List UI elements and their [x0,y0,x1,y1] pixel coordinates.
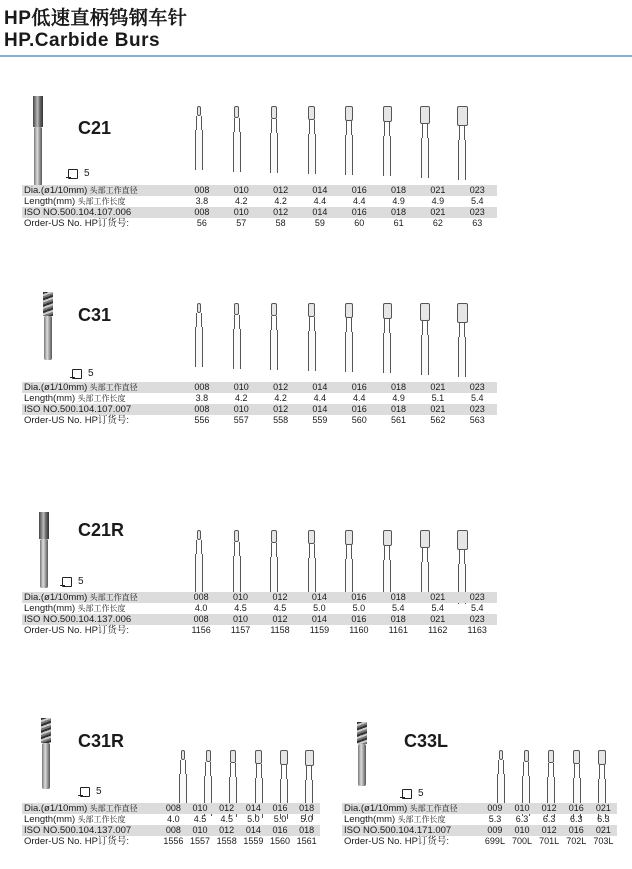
spec-cell: 016 [339,592,378,603]
spec-cell: 1158 [270,625,290,635]
page-title-cn: HP低速直柄钨钢车针 [4,8,188,29]
bur-head [357,722,367,744]
spec-cell: 014 [240,803,267,814]
spec-cell: 62 [432,218,443,228]
spec-cell: 012 [536,825,563,836]
spec-cell: 5.1 [431,393,445,403]
page-title-en: HP.Carbide Burs [4,30,161,51]
spec-cell: 009 [481,825,508,836]
spec-cell: 023 [457,592,497,603]
pack-quantity-value: 5 [418,788,424,799]
spec-row-label: Dia.(ø1/10mm) 头部工作直径 [342,803,481,814]
spec-cell: 4.2 [274,393,287,403]
spec-cell: 4.5 [193,814,207,824]
spec-cell: 4.5 [220,814,233,824]
spec-cell: 4.9 [392,196,405,206]
spec-cell: 021 [590,825,617,836]
spec-cell: 021 [590,803,617,814]
spec-cell: 1558 [216,836,237,846]
product-code: C21 [78,118,112,138]
spec-cell: 1160 [349,625,369,635]
spec-cell: 008 [181,614,220,625]
product-code: C33L [404,731,449,751]
spec-cell: 4.5 [273,603,287,613]
spec-cell: 021 [418,185,457,196]
spec-row-label: ISO NO.500.104.107.007 [22,404,182,415]
spec-cell: 1559 [243,836,264,846]
spec-cell: 6.3 [515,814,529,824]
bur-photo [354,722,370,786]
spec-row-label: Length(mm) 头部工作长度 [24,393,126,404]
spec-row-label: Order-US No. HP订货号: [24,836,130,847]
spec-row-label: ISO NO.500.104.137.007 [22,825,160,836]
spec-cell: 700L [512,836,533,846]
spec-cell: 012 [261,404,300,415]
spec-row-label: Order-US No. HP订货号: [24,625,130,636]
spec-cell: 6.3 [542,814,556,824]
spec-cell: 63 [472,218,483,228]
spec-cell: 1560 [269,836,290,846]
spec-cell: 023 [458,382,497,393]
bur-head [41,718,51,743]
spec-row-order [22,415,497,426]
spec-table [22,803,320,847]
pack-quantity-value: 5 [84,168,90,179]
spec-cell: 6.3 [597,814,610,824]
spec-cell: 010 [222,185,261,196]
spec-row-label: Order-US No. HP订货号: [344,836,450,847]
bur-photo [40,292,56,360]
package-icon [72,369,82,379]
spec-cell: 008 [182,382,221,393]
product-code: C31 [78,305,112,325]
spec-cell: 008 [181,592,220,603]
spec-table [22,592,497,636]
pack-quantity [62,576,84,587]
spec-cell: 1159 [309,625,330,635]
spec-row-iso [22,404,497,415]
spec-row-iso [22,207,497,218]
spec-cell: 010 [187,825,214,836]
spec-cell: 61 [393,218,404,228]
spec-cell: 016 [339,614,378,625]
spec-cell: 018 [293,803,320,814]
spec-cell: 014 [300,207,339,218]
spec-row-label: Length(mm) 头部工作长度 [24,196,126,207]
spec-cell: 008 [182,404,221,415]
spec-cell: 021 [418,207,457,218]
spec-cell: 1561 [296,836,317,846]
spec-row-len [342,814,617,825]
spec-cell: 1162 [428,625,448,635]
spec-cell: 1557 [190,836,211,846]
spec-row-order [22,218,497,229]
bur-shank [42,743,50,789]
spec-cell: 4.5 [234,603,247,613]
spec-row-dia [22,382,497,393]
spec-cell: 023 [458,207,497,218]
bur-head [39,512,49,539]
spec-cell: 012 [213,825,240,836]
spec-cell: 701L [539,836,560,846]
spec-cell: 556 [194,415,210,425]
spec-row-label: Length(mm) 头部工作长度 [24,603,126,614]
spec-cell: 57 [236,218,247,228]
spec-cell: 016 [340,185,379,196]
pack-quantity-value: 5 [78,576,84,587]
spec-cell: 4.2 [274,196,287,206]
spec-cell: 4.4 [313,196,327,206]
spec-cell: 1163 [467,625,487,635]
spec-table [22,382,497,426]
spec-cell: 014 [300,185,339,196]
spec-cell: 59 [314,218,325,228]
spec-cell: 010 [187,803,214,814]
spec-cell: 702L [566,836,587,846]
spec-cell: 60 [354,218,365,228]
spec-cell: 5.4 [470,603,484,613]
spec-cell: 5.0 [300,814,313,824]
spec-cell: 018 [379,207,418,218]
spec-row-iso [342,825,617,836]
spec-cell: 010 [222,404,261,415]
spec-row-label: Length(mm) 头部工作长度 [24,814,126,825]
spec-cell: 018 [379,614,418,625]
spec-row-order [22,625,497,636]
spec-row-label: ISO NO.500.104.171.007 [342,825,481,836]
spec-row-dia [22,185,497,196]
bur-shank [358,744,366,786]
spec-row-dia [342,803,617,814]
spec-row-label: ISO NO.500.104.107.006 [22,207,182,218]
product-code: C31R [78,731,125,751]
spec-cell: 563 [469,415,485,425]
pack-quantity-value: 5 [88,368,94,379]
spec-cell: 008 [182,185,221,196]
header-divider [0,55,632,57]
spec-cell: 1161 [388,625,408,635]
bur-photo [30,96,46,186]
spec-row-label: Order-US No. HP订货号: [24,218,130,229]
bur-shank [44,316,52,360]
spec-row-dia [22,803,320,814]
spec-row-dia [22,592,497,603]
spec-cell: 5.4 [431,603,444,613]
spec-cell: 5.4 [471,196,484,206]
spec-cell: 561 [391,415,407,425]
spec-cell: 016 [340,404,379,415]
spec-cell: 010 [222,382,261,393]
spec-cell: 4.4 [313,393,327,403]
spec-row-label: Order-US No. HP订货号: [24,415,130,426]
package-icon [402,789,412,799]
spec-row-order [342,836,617,847]
spec-cell: 009 [481,803,508,814]
spec-cell: 560 [351,415,367,425]
bur-shank [40,539,48,588]
spec-row-label: ISO NO.500.104.137.006 [22,614,181,625]
spec-row-len [22,603,497,614]
product-code: C21R [78,520,125,540]
spec-cell: 014 [300,614,339,625]
spec-cell: 023 [457,614,497,625]
spec-cell: 5.3 [488,814,502,824]
spec-cell: 014 [300,592,339,603]
spec-row-label: Length(mm) 头部工作长度 [344,814,446,825]
spec-cell: 010 [221,614,260,625]
spec-cell: 012 [213,803,240,814]
spec-cell: 1157 [230,625,251,635]
spec-table [342,803,617,847]
spec-table [22,185,497,229]
pack-quantity [68,168,90,179]
spec-cell: 4.2 [235,393,248,403]
spec-cell: 021 [418,614,457,625]
spec-cell: 58 [275,218,286,228]
spec-cell: 1156 [191,625,211,635]
spec-cell: 012 [261,185,300,196]
spec-cell: 5.4 [392,603,405,613]
package-icon [68,169,78,179]
spec-cell: 010 [222,207,261,218]
spec-cell: 4.4 [352,393,366,403]
spec-cell: 023 [458,185,497,196]
spec-row-len [22,393,497,404]
spec-cell: 014 [300,404,339,415]
spec-cell: 016 [563,803,590,814]
spec-cell: 014 [300,382,339,393]
spec-cell: 012 [536,803,563,814]
spec-cell: 5.4 [471,393,484,403]
spec-cell: 557 [233,415,249,425]
spec-row-label: Dia.(ø1/10mm) 头部工作直径 [22,185,182,196]
spec-cell: 016 [340,382,379,393]
spec-cell: 018 [293,825,320,836]
spec-cell: 023 [458,404,497,415]
bur-head [43,292,53,316]
spec-cell: 018 [379,382,418,393]
spec-row-label: Dia.(ø1/10mm) 头部工作直径 [22,382,182,393]
spec-cell: 018 [379,404,418,415]
spec-cell: 4.9 [392,393,405,403]
spec-cell: 010 [509,803,536,814]
spec-cell: 018 [379,185,418,196]
spec-cell: 016 [267,825,294,836]
spec-cell: 008 [160,803,187,814]
spec-cell: 5.0 [313,603,326,613]
spec-cell: 562 [430,415,446,425]
spec-cell: 5.0 [247,814,260,824]
spec-cell: 021 [418,592,457,603]
spec-row-label: Dia.(ø1/10mm) 头部工作直径 [22,592,181,603]
spec-cell: 018 [379,592,418,603]
bur-photo [36,512,52,588]
spec-row-order [22,836,320,847]
bur-head [33,96,43,127]
spec-cell: 558 [273,415,289,425]
spec-cell: 008 [182,207,221,218]
pack-quantity [80,786,102,797]
spec-cell: 014 [240,825,267,836]
spec-cell: 4.9 [431,196,445,206]
spec-cell: 016 [340,207,379,218]
spec-cell: 012 [261,382,300,393]
spec-cell: 4.0 [194,603,208,613]
pack-quantity [72,368,94,379]
spec-cell: 021 [418,404,457,415]
pack-quantity [402,788,424,799]
spec-cell: 012 [261,207,300,218]
pack-quantity-value: 5 [96,786,102,797]
spec-cell: 559 [312,415,328,425]
spec-cell: 008 [160,825,187,836]
spec-row-len [22,196,497,207]
spec-cell: 5.0 [352,603,366,613]
bur-shank [34,127,42,186]
spec-cell: 56 [196,218,207,228]
spec-cell: 3.8 [195,393,209,403]
spec-cell: 010 [221,592,260,603]
spec-cell: 4.0 [167,814,180,824]
spec-cell: 4.4 [352,196,366,206]
spec-cell: 1556 [163,836,184,846]
spec-cell: 3.8 [195,196,209,206]
spec-cell: 699L [484,836,505,846]
spec-cell: 010 [509,825,536,836]
bur-photo [38,718,54,788]
spec-cell: 4.2 [235,196,248,206]
spec-cell: 016 [267,803,294,814]
spec-cell: 016 [563,825,590,836]
spec-row-len [22,814,320,825]
spec-row-iso [22,825,320,836]
package-icon [80,787,90,797]
spec-row-label: Dia.(ø1/10mm) 头部工作直径 [22,803,160,814]
spec-cell: 012 [260,614,299,625]
spec-cell: 021 [418,382,457,393]
spec-row-iso [22,614,497,625]
spec-cell: 6.3 [570,814,583,824]
spec-cell: 012 [260,592,299,603]
spec-cell: 5.0 [273,814,287,824]
package-icon [62,577,72,587]
spec-cell: 703L [593,836,614,846]
